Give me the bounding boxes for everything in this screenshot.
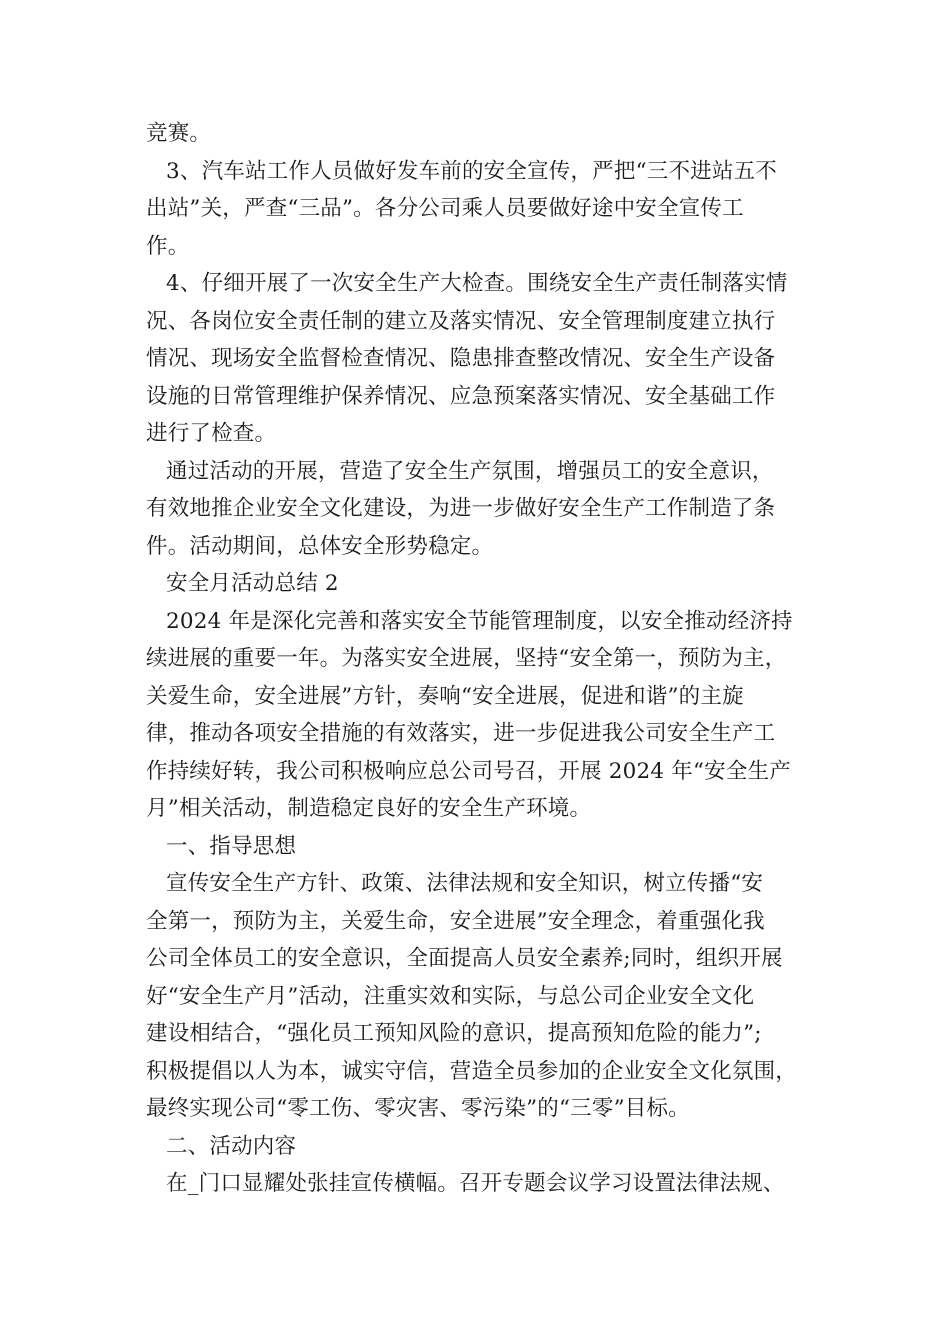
text-line: 在_门口显耀处张挂宣传横幅。召开专题会议学习设置法律法规、 bbox=[166, 1171, 785, 1196]
text-line: 设施的日常管理维护保养情况、应急预案落实情况、安全基础工作 bbox=[146, 383, 776, 409]
text-line: 进行了检查。 bbox=[146, 421, 277, 446]
section-heading: 安全月活动总结 2 bbox=[166, 571, 339, 596]
text-line: 关爱生命，安全进展”方针，奏响“安全进展，促进和谐”的主旋 bbox=[146, 683, 744, 709]
text-line: 有效地推企业安全文化建设，为进一步做好安全生产工作制造了条 bbox=[146, 496, 776, 521]
section-heading: 二、活动内容 bbox=[166, 1133, 297, 1159]
text-line: 况、各岗位安全责任制的建立及落实情况、安全管理制度建立执行 bbox=[146, 308, 776, 334]
text-line: 作。 bbox=[146, 233, 190, 259]
text-line: 情况、现场安全监督检查情况、隐患排查整改情况、安全生产设备 bbox=[146, 346, 776, 371]
text-line: 出站”关，严查“三品”。各分公司乘人员要做好途中安全宣传工 bbox=[146, 196, 744, 221]
text-line: 律，推动各项安全措施的有效落实，进一步促进我公司安全生产工 bbox=[146, 721, 776, 746]
text-line: 月”相关活动，制造稳定良好的安全生产环境。 bbox=[146, 796, 592, 821]
text-line: 全第一，预防为主，关爱生命，安全进展”安全理念，着重强化我 bbox=[146, 908, 765, 934]
text-line: 竞赛。 bbox=[146, 121, 212, 146]
text-line: 2024 年是深化完善和落实安全节能管理制度，以安全推动经济持 bbox=[166, 608, 793, 634]
text-line: 公司全体员工的安全意识，全面提高人员安全素养;同时，组织开展 bbox=[146, 946, 783, 971]
text-line: 积极提倡以人为本，诚实守信，营造全员参加的企业安全文化氛围， bbox=[146, 1058, 798, 1084]
text-line: 通过活动的开展，营造了安全生产氛围，增强员工的安全意识， bbox=[166, 458, 774, 484]
document-body bbox=[146, 115, 826, 1203]
text-line: 3、汽车站工作人员做好发车前的安全宣传，严把“三不进站五不 bbox=[166, 158, 777, 184]
text-line: 作持续好转，我公司积极响应总公司号召，开展 2024 年“安全生产 bbox=[146, 758, 791, 784]
text-line: 件。活动期间，总体安全形势稳定。 bbox=[146, 533, 494, 559]
text-line: 宣传安全生产方针、政策、法律法规和安全知识，树立传播“安 bbox=[166, 871, 764, 896]
text-line: 4、仔细开展了一次安全生产大检查。围绕安全生产责任制落实情 bbox=[166, 271, 788, 296]
text-line: 续进展的重要一年。为落实安全进展，坚持“安全第一，预防为主， bbox=[146, 646, 787, 671]
text-line: 最终实现公司“零工伤、零灾害、零污染”的“三零”目标。 bbox=[146, 1096, 690, 1121]
text-line: 建设相结合，“强化员工预知风险的意识，提高预知危险的能力”; bbox=[146, 1021, 762, 1046]
section-heading: 一、指导思想 bbox=[166, 833, 297, 859]
text-line: 好“安全生产月”活动，注重实效和实际，与总公司企业安全文化 bbox=[146, 983, 755, 1009]
